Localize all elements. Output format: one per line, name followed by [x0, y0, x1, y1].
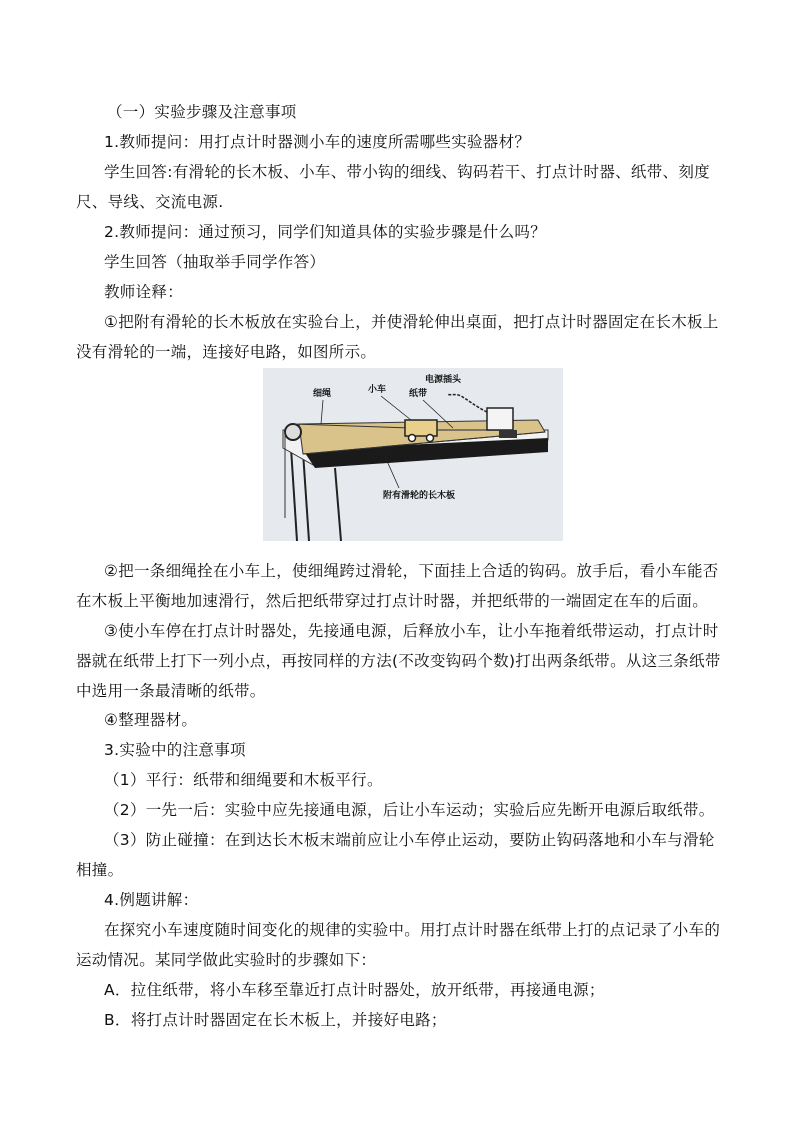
step-1: ①把附有滑轮的长木板放在实验台上，并使滑轮伸出桌面，把打点计时器固定在长木板上: [104, 313, 719, 331]
figure-label-plug: 电源插头: [425, 375, 462, 385]
example-heading: 4.例题讲解：: [104, 891, 199, 909]
option-b: B．将打点计时器固定在长木板上，并接好电路；: [104, 1011, 447, 1029]
paragraph: 尺、导线、交流电源.: [76, 193, 224, 211]
paragraph: 教师诠释：: [104, 283, 184, 301]
option-a: A．拉住纸带，将小车移至靠近打点计时器处，放开纸带，再接通电源；: [104, 981, 605, 999]
step-1-cont: 没有滑轮的一端，连接好电路，如图所示。: [76, 343, 377, 361]
question-2: 2.教师提问：通过预习，同学们知道具体的实验步骤是什么吗？: [104, 223, 546, 241]
figure-label-cart: 小车: [368, 385, 387, 395]
paragraph: 学生回答:有滑轮的长木板、小车、带小钩的细线、钩码若干、打点计时器、纸带、刻度: [104, 163, 710, 181]
step-3-cont: 器就在纸带上打下一列小点，再按同样的方法(不改变钩码个数)打出两条纸带。从这三条纸带: [76, 652, 721, 670]
section-heading: （一）实验步骤及注意事项: [107, 103, 297, 121]
example-text: 在探究小车速度随时间变化的规律的实验中。用打点计时器在纸带上打的点记录了小车的: [104, 921, 721, 939]
paragraph: 学生回答（抽取举手同学作答）: [104, 253, 326, 271]
step-2: ②把一条细绳拴在小车上，使细绳跨过滑轮，下面挂上合适的钩码。放手后，看小车能否: [104, 562, 719, 580]
figure-label-board: 附有滑轮的长木板: [383, 491, 456, 501]
figure-label-rope: 细绳: [313, 389, 332, 399]
question-1: 1.教师提问：用打点计时器测小车的速度所需哪些实验器材？: [104, 133, 531, 151]
step-2-cont: 在木板上平衡地加速滑行，然后把纸带穿过打点计时器，并把纸带的一端固定在车的后面。: [76, 592, 709, 610]
note-3-cont: 相撞。: [76, 861, 124, 879]
figure-label-tape: 纸带: [409, 389, 428, 399]
step-4: ④整理器材。: [104, 711, 198, 729]
experiment-apparatus-figure: [263, 368, 563, 541]
note-2: （2）一先一后：实验中应先接通电源，后让小车运动；实验后应先断开电源后取纸带。: [104, 801, 715, 819]
note-3: （3）防止碰撞：在到达长木板末端前应让小车停止运动，要防止钩码落地和小车与滑轮: [104, 831, 715, 849]
notes-heading: 3.实验中的注意事项: [104, 741, 246, 759]
step-3-cont: 中选用一条最清晰的纸带。: [76, 682, 266, 700]
step-3: ③使小车停在打点计时器处，先接通电源，后释放小车，让小车拖着纸带运动，打点计时: [104, 622, 719, 640]
note-1: （1）平行：纸带和细绳要和木板平行。: [104, 771, 383, 789]
example-text-cont: 运动情况。某同学做此实验时的步骤如下：: [76, 951, 377, 969]
